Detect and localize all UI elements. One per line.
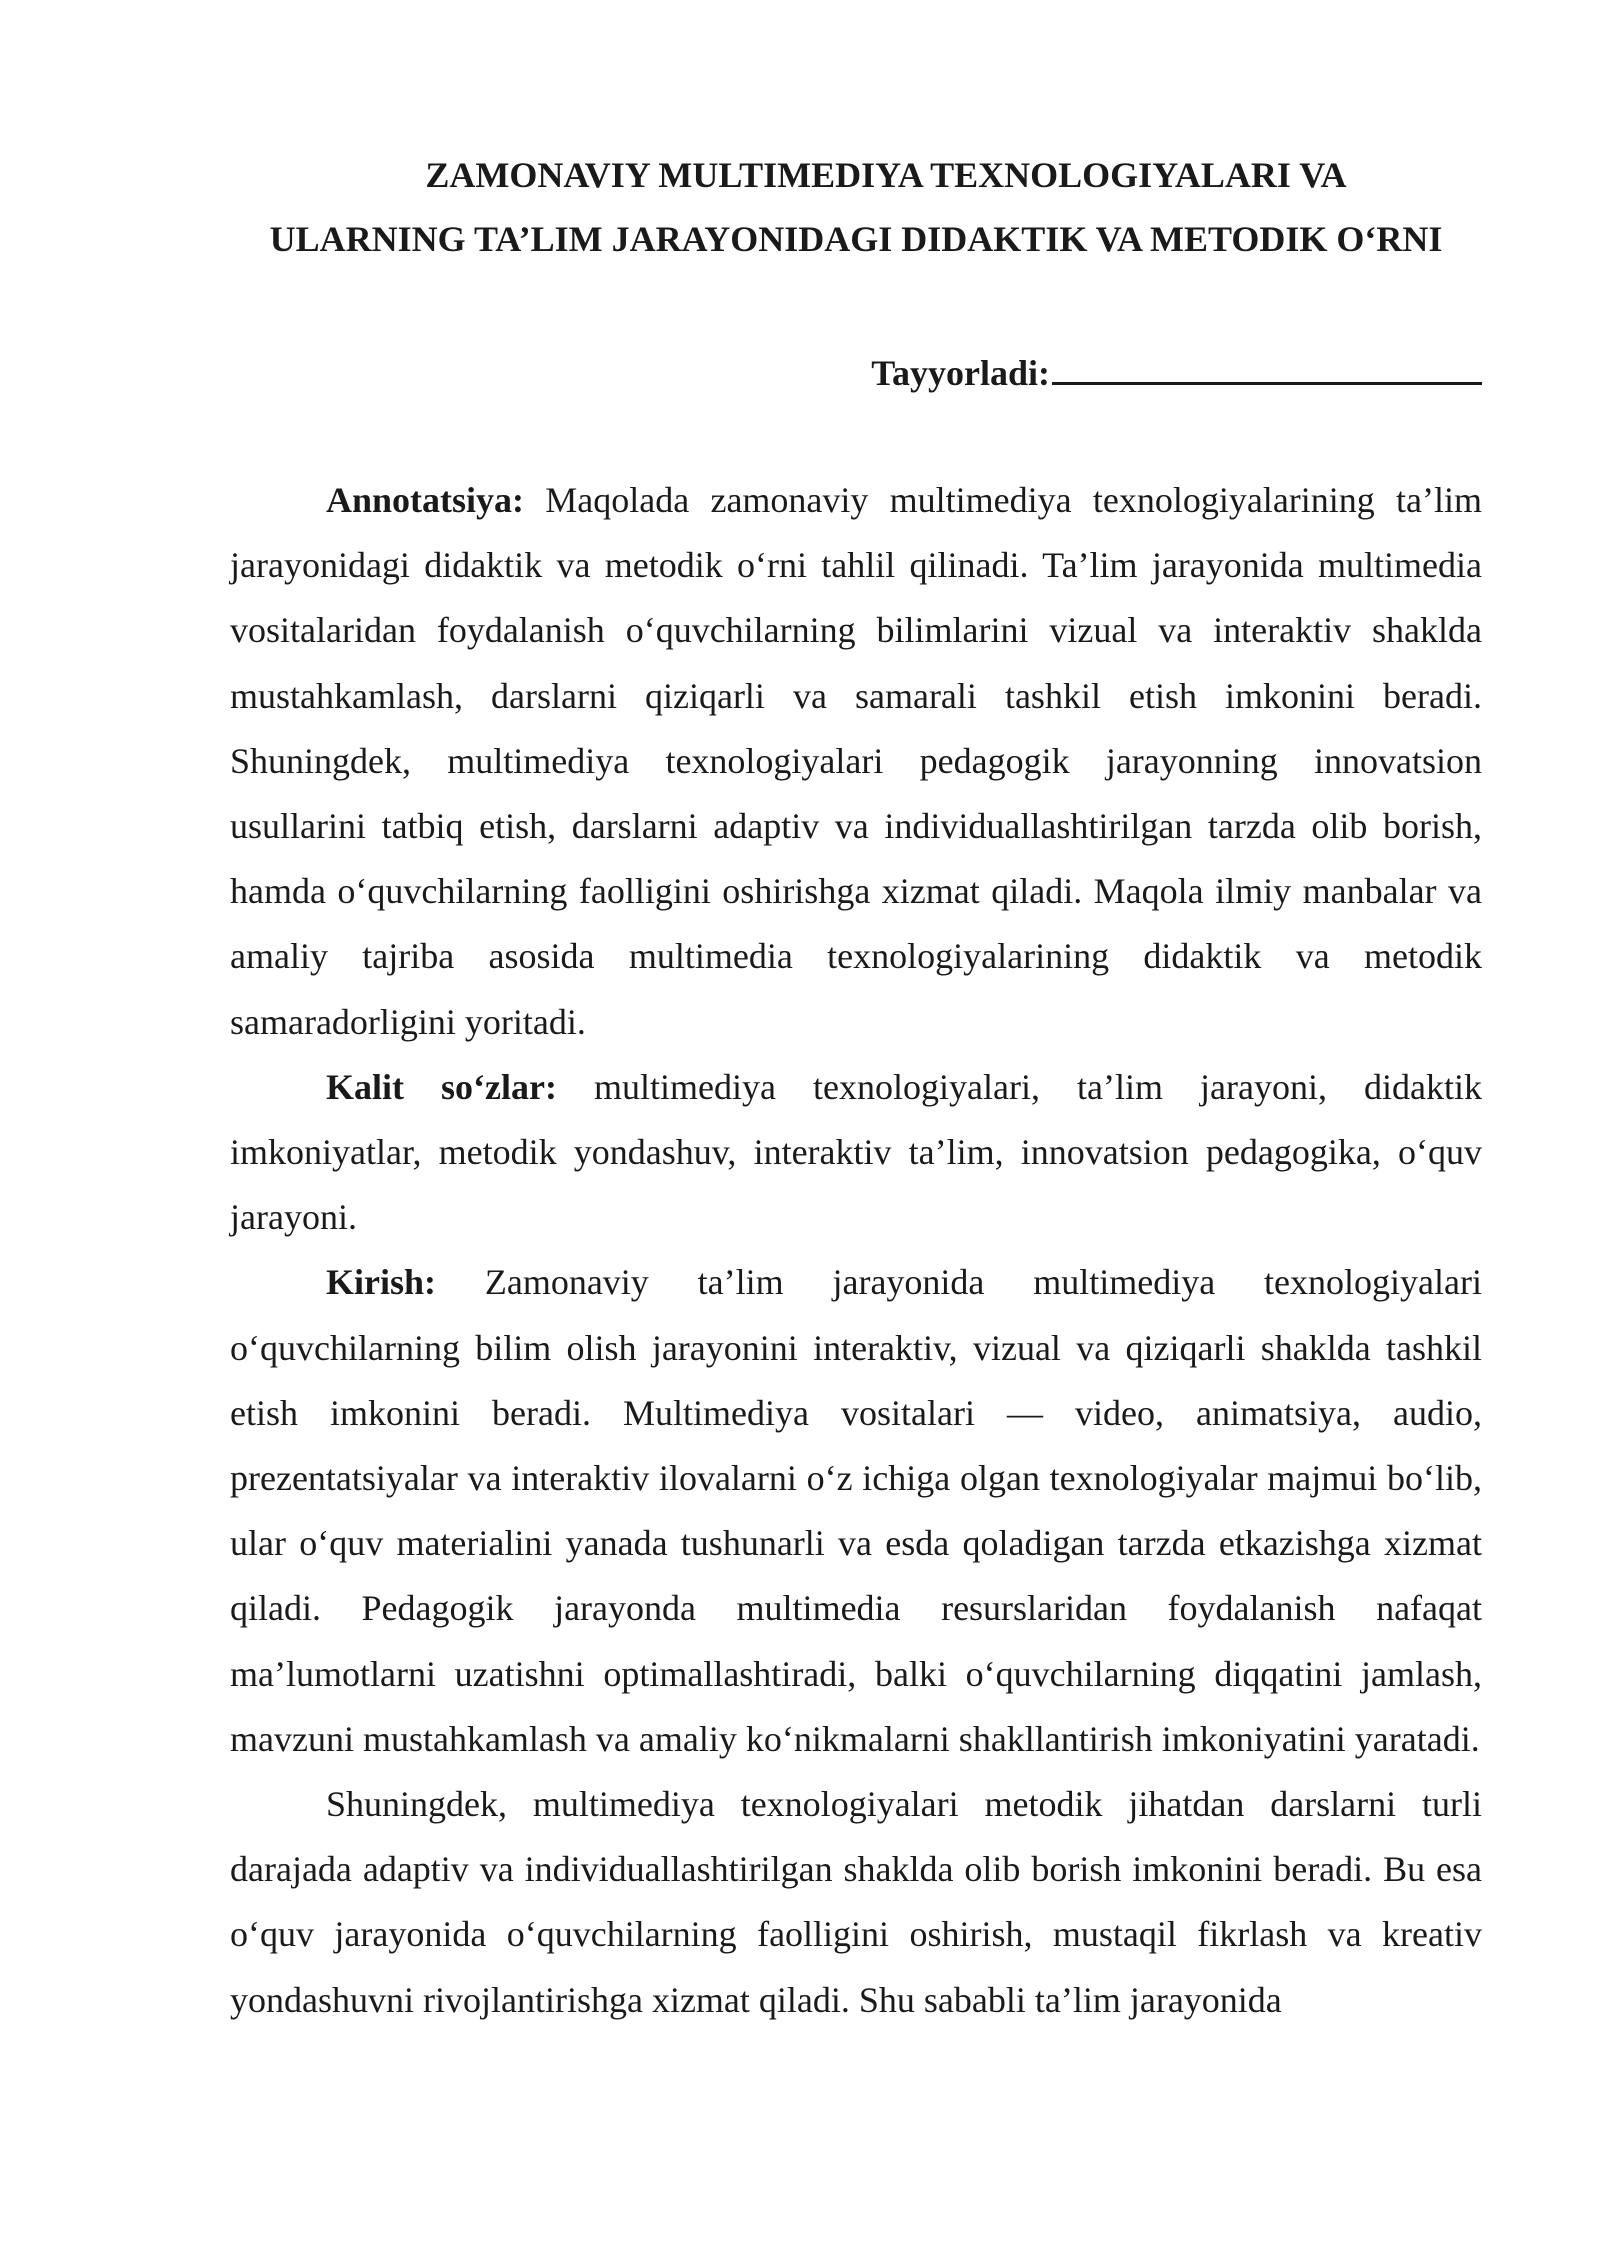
paragraph-label: Kalit so‘zlar: — [326, 1066, 557, 1107]
paragraph-text: Maqolada zamonaviy multimediya texnologiyalarining ta’lim jarayonidagi didaktik va metodik o‘rni tahlil qilinadi. Ta’lim jarayonida multimedia vositalaridan foydalanish o‘quvchilarning bilimlarini vizual va interaktiv shaklda mustahkamlash, darslarni qiziqarli va samarali tashkil etish imkonini beradi. Shuningdek, multimediya texnologiyalari pedagogik jarayonning innovatsion usullarini tatbiq etish, darslarni adaptiv va individuallashtirilgan tarzda olib borish, hamda o‘quvchilarning faolligini oshirishga xizmat qiladi. Maqola ilmiy manbalar va amaliy tajriba asosida multimedia texnologiyalarining didaktik va metodik samaradorligini yoritadi. — [230, 480, 1482, 1042]
paragraph-introduction — [230, 1250, 1482, 1772]
paragraph-label: Annotatsiya: — [326, 480, 525, 520]
prepared-by-label: Tayyorladi: — [871, 353, 1050, 393]
paragraph-continuation — [230, 1772, 1482, 2033]
paragraph-text: Zamonaviy ta’lim jarayonida multimediya texnologiyalari o‘quvchilarning bilim olish jarayonini interaktiv, vizual va qiziqarli shaklda tashkil etish imkonini beradi. Multimediya vositalari — video, animatsiya, audio, prezentatsiyalar va interaktiv ilovalarni o‘z ichiga olgan texnologiyalar majmui bo‘lib, ular o‘quv materialini yanada tushunarli va esda qoladigan tarzda etkazishga xizmat qiladi. Pedagogik jarayonda multimedia resurslaridan foydalanish nafaqat ma’lumotlarni uzatishni optimallashtiradi, balki o‘quvchilarning diqqatini jamlash, mavzuni mustahkamlash va amaliy ko‘nikmalarni shakllantirish imkoniyatini yaratadi. — [230, 1262, 1482, 1759]
paragraph-text: multimediya texnologiyalari, ta’lim jarayoni, didaktik imkoniyatlar, metodik yondashuv, interaktiv ta’lim, innovatsion pedagogika, o‘quv jarayoni. — [230, 1066, 1482, 1238]
body-text — [230, 468, 1482, 2033]
prepared-by-blank-line — [1052, 338, 1482, 385]
paragraph-keywords — [230, 1055, 1482, 1251]
paragraph-text: Shuningdek, multimediya texnologiyalari metodik jihatdan darslarni turli darajada adaptiv va individuallashtirilgan shaklda olib borish imkonini beradi. Bu esa o‘quv jarayonida o‘quvchilarning faolligini oshirish, mustaqil fikrlash va kreativ yondashuvni rivojlantirishga xizmat qiladi. Shu sababli ta’lim jarayonida — [230, 1784, 1482, 2020]
paragraph-label: Kirish: — [326, 1262, 437, 1303]
prepared-by — [871, 338, 1482, 405]
title-line-1: ZAMONAVIY MULTIMEDIYA TEXNOLOGIYALARI VA — [425, 155, 1347, 195]
paragraph-annotation — [230, 468, 1482, 1055]
title-line-2: ULARNING TA’LIM JARAYONIDAGI DIDAKTIK VA METODIK O‘RNI — [269, 219, 1443, 259]
